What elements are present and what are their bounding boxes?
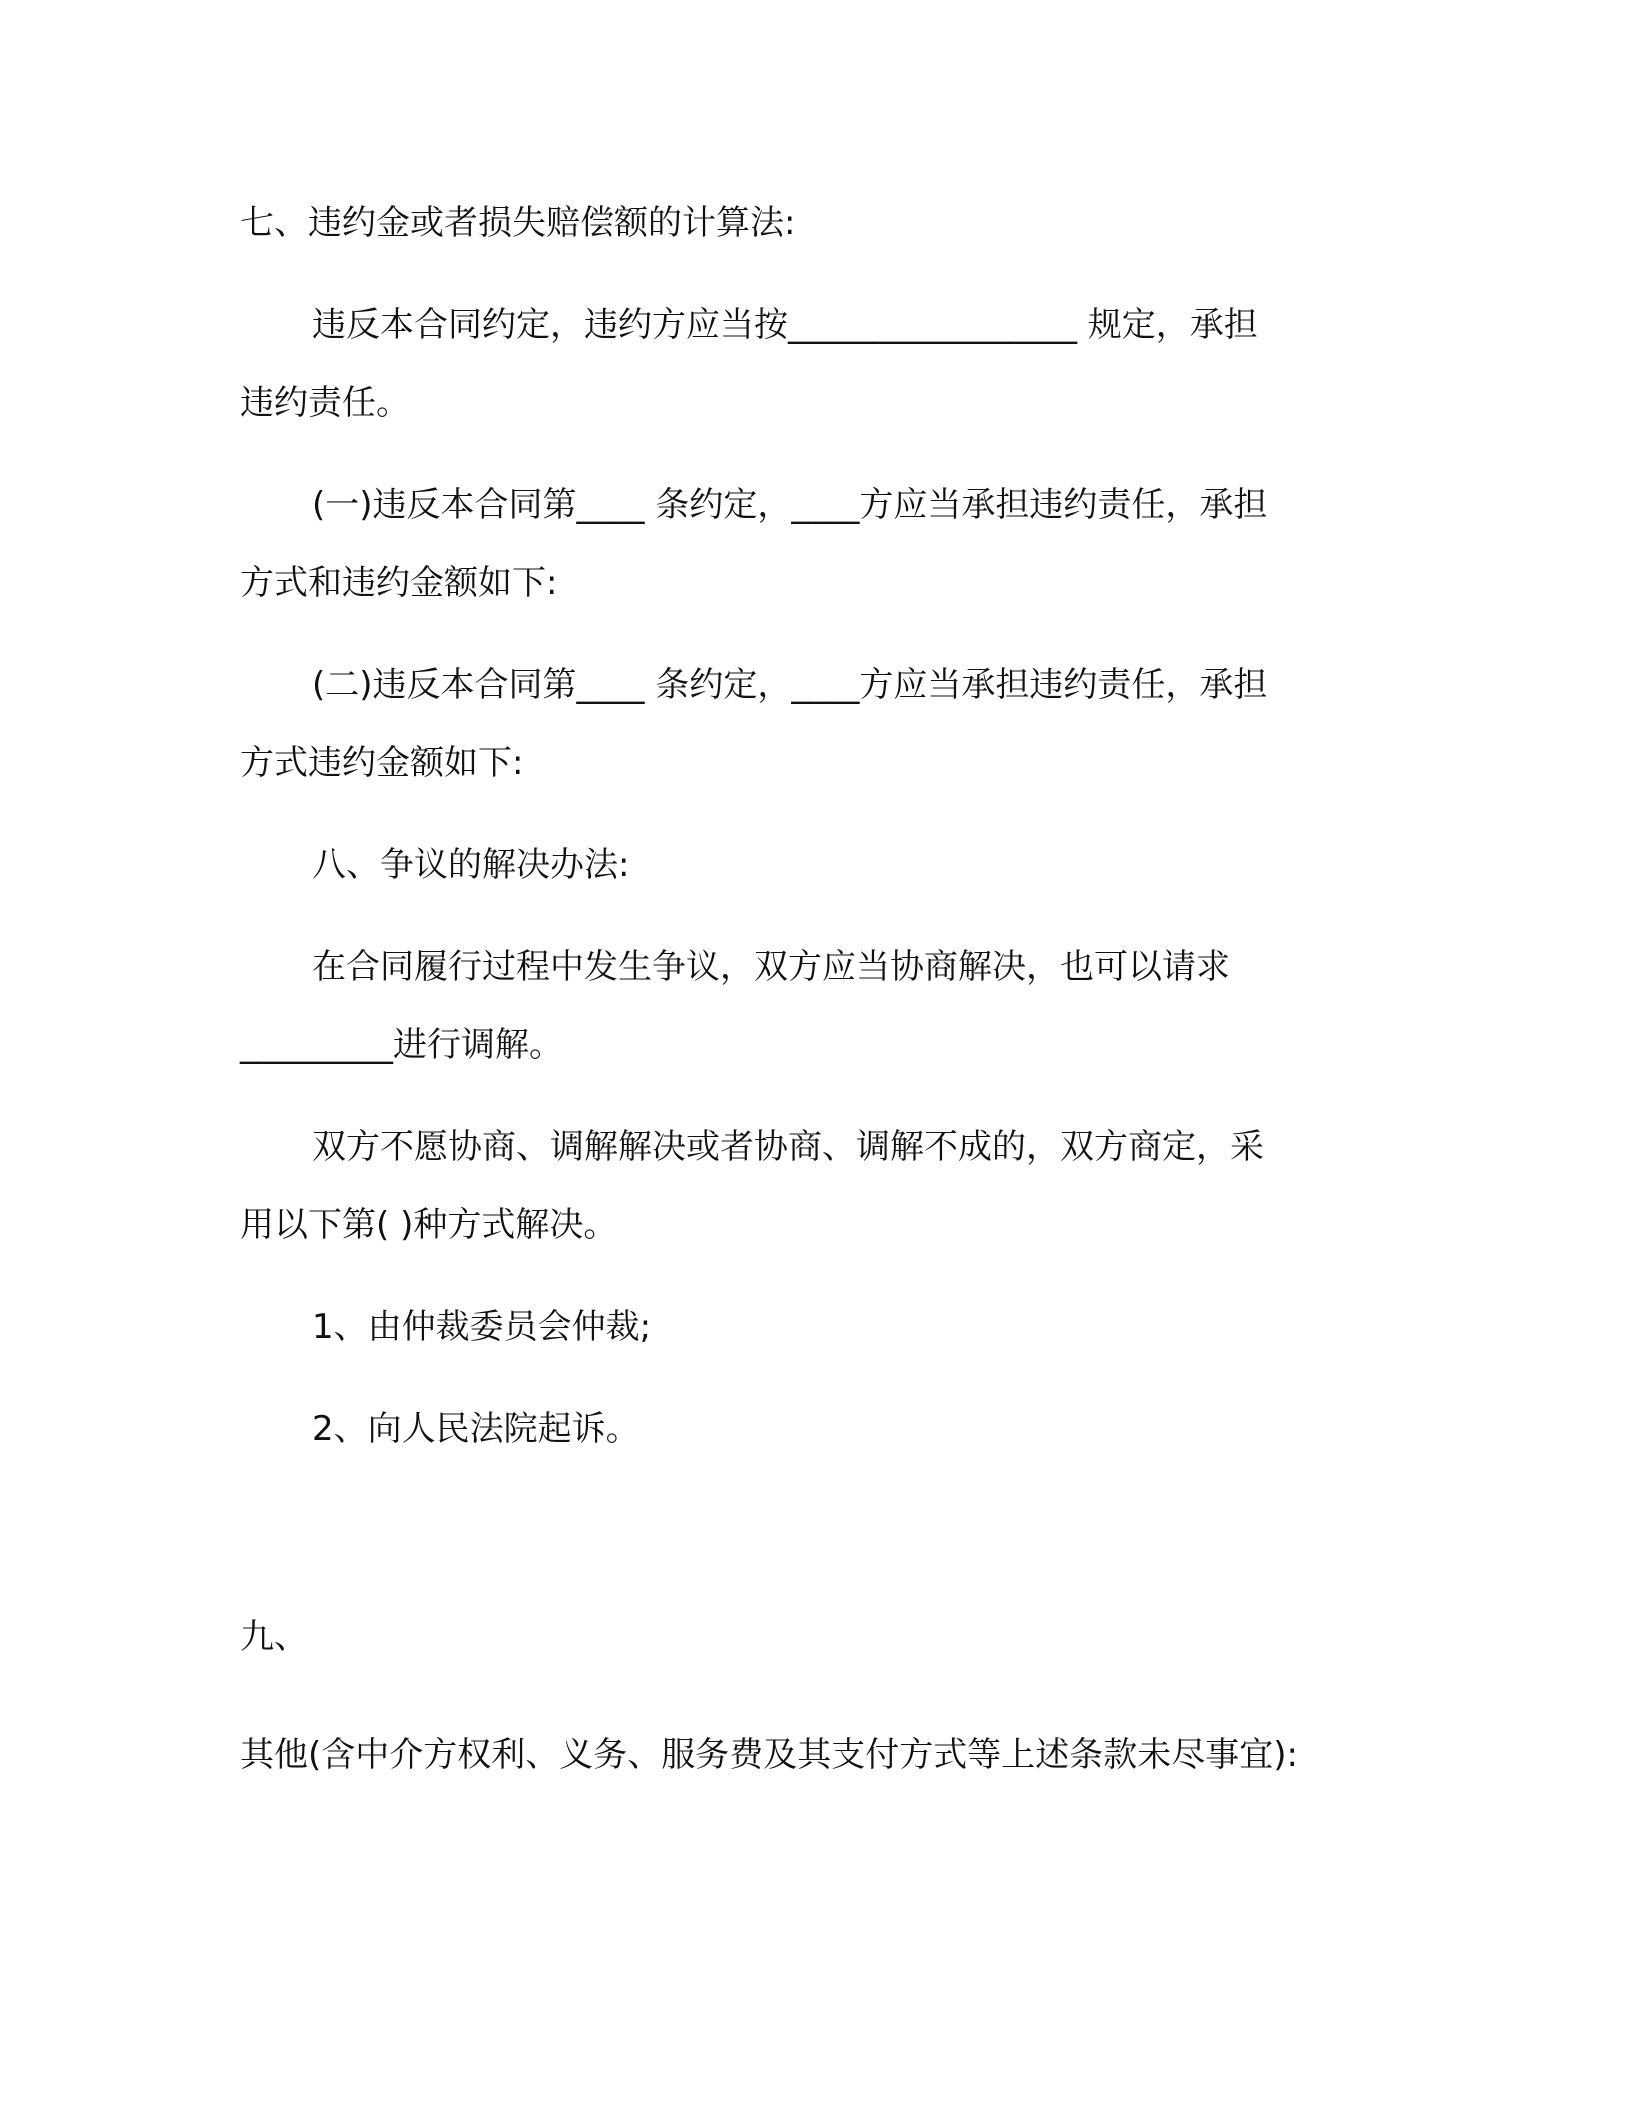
section-8-paragraph-2-line-1: 双方不愿协商、调解解决或者协商、调解不成的，双方商定，采: [312, 1127, 1264, 1167]
section-7-item-2: [240, 646, 1390, 802]
section-7-paragraph-1-line-1: 违反本合同约定，违约方应当按_________________ 规定，承担: [312, 305, 1258, 345]
section-7-item-2-line-1: (二)违反本合同第____ 条约定，____方应当承担违约责任，承担: [312, 665, 1268, 705]
section-8-paragraph-1: [240, 928, 1390, 1084]
document-body: [240, 184, 1390, 1794]
section-7-item-1-line-2: 方式和违约金额如下:: [240, 563, 558, 603]
section-7-paragraph-1: [240, 286, 1390, 442]
section-8-option-1: 1、由仲裁委员会仲裁;: [312, 1307, 652, 1347]
section-9-paragraph-1: 其他(含中介方权利、义务、服务费及其支付方式等上述条款未尽事宜):: [240, 1735, 1298, 1775]
section-8-paragraph-2: [240, 1108, 1390, 1264]
section-8-paragraph-2-line-2: 用以下第( )种方式解决。: [240, 1205, 618, 1245]
section-7-item-1: [240, 466, 1390, 622]
section-9-title: 九、: [240, 1617, 308, 1657]
section-7-title: 七、违约金或者损失赔偿额的计算法:: [240, 203, 796, 243]
section-7-paragraph-1-line-2: 违约责任。: [240, 383, 410, 423]
section-8-title: 八、争议的解决办法:: [312, 845, 630, 885]
section-8-option-2: 2、向人民法院起诉。: [312, 1409, 640, 1449]
section-7-item-2-line-2: 方式违约金额如下:: [240, 743, 524, 783]
section-8-paragraph-1-line-2: _________进行调解。: [240, 1025, 563, 1065]
section-7-item-1-line-1: (一)违反本合同第____ 条约定，____方应当承担违约责任，承担: [312, 485, 1268, 525]
section-8-paragraph-1-line-1: 在合同履行过程中发生争议，双方应当协商解决，也可以请求: [312, 947, 1230, 987]
